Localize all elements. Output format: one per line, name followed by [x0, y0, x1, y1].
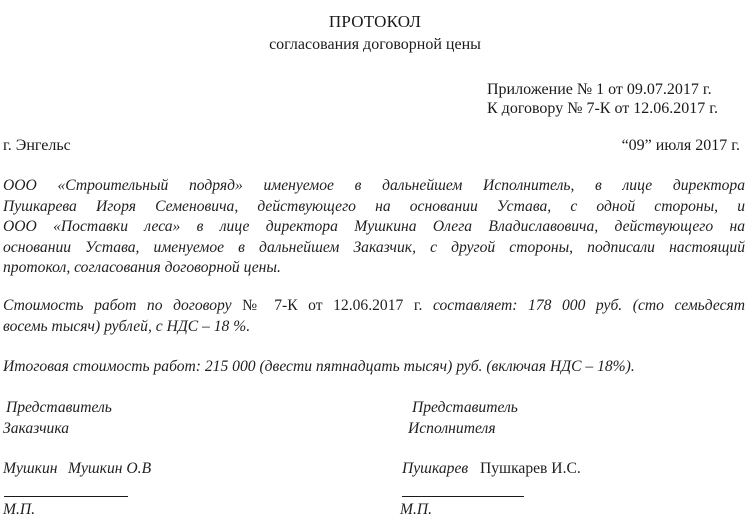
cost-text-part: составляет: 178 000 руб. (сто семьдесят: [422, 297, 746, 314]
paragraph-line: [3, 296, 745, 317]
customer-signature: Мушкин: [3, 460, 58, 477]
customer-label-line1: Представитель: [6, 399, 112, 416]
customer-stamp: М.П.: [3, 501, 36, 518]
document-date: “09” июля 2017 г.: [621, 137, 740, 154]
contractor-name: Пушкарев И.С.: [480, 460, 581, 477]
contract-number: № 7-К от 12.06.2017 г.: [242, 297, 423, 314]
appendix-reference: [487, 80, 718, 118]
paragraph-line: ООО «Строительный подряд» именуемое в дальнейшем Исполнитель, в лице директора: [3, 177, 745, 194]
paragraph-line: Итоговая стоимость работ: 215 000 (двести пятнадцать тысяч) руб. (включая НДС – 18%).: [3, 358, 635, 375]
parties-paragraph: [3, 176, 745, 279]
customer-name: Мушкин О.В: [68, 460, 152, 477]
paragraph-line: основании Устава, именуемое в дальнейшем Заказчик, с другой стороны, подписали настоящий: [3, 238, 745, 256]
customer-label-line2: Заказчика: [3, 420, 70, 437]
appendix-line: Приложение № 1 от 09.07.2017 г.: [487, 81, 712, 98]
paragraph-line: восемь тысяч) рублей, с НДС – 18 %.: [3, 317, 251, 335]
cost-paragraph: [3, 296, 745, 337]
contractor-label-line2: Исполнителя: [408, 420, 496, 437]
contract-reference-line: К договору № 7-К от 12.06.2017 г.: [487, 100, 719, 117]
city: г. Энгельс: [3, 137, 71, 154]
contractor-signature-line: [402, 496, 524, 497]
paragraph-line: протокол, согласования договорной цены.: [3, 259, 281, 276]
total-cost-paragraph: [3, 357, 745, 378]
document-subtitle: согласования договорной цены: [269, 36, 481, 53]
contractor-signature: Пушкарев: [402, 460, 469, 477]
paragraph-line: Пушкарева Игоря Семеновича, действующего на основании Устава, с одной стороны, и: [3, 197, 745, 215]
cost-text-part: Стоимость работ по договору: [3, 297, 243, 314]
document-title: ПРОТОКОЛ: [328, 12, 422, 31]
customer-signature-line: [4, 496, 128, 497]
contractor-stamp: М.П.: [400, 501, 433, 518]
contractor-label-line1: Представитель: [412, 399, 518, 416]
paragraph-line: ООО «Поставки леса» в лице директора Мушкина Олега Владиславовича, действующего на: [3, 218, 745, 235]
